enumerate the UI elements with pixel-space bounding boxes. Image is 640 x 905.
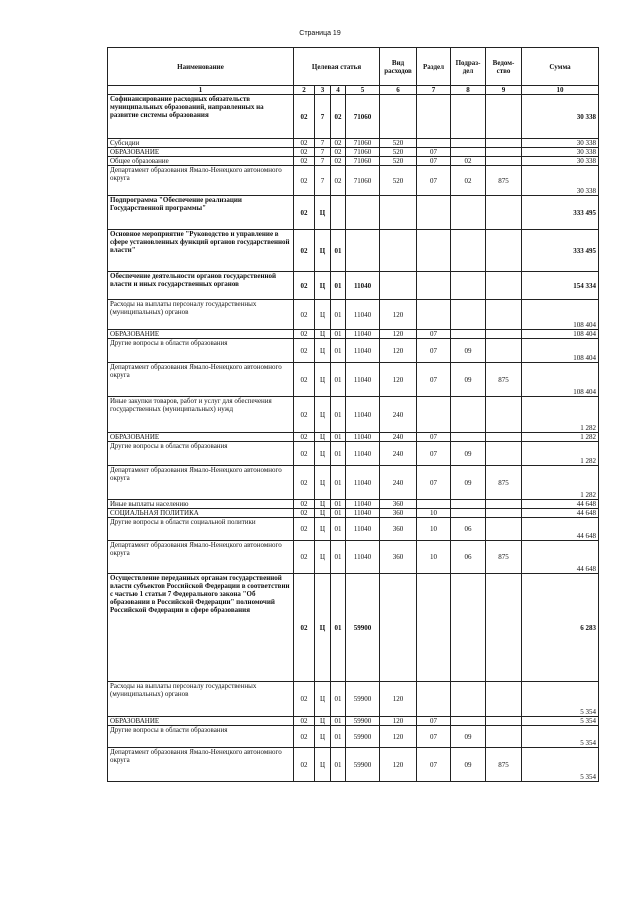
table-row	[108, 682, 599, 717]
vedomstvo-cell	[486, 717, 522, 726]
code-3: 7	[315, 157, 331, 166]
code-2: 02	[294, 300, 315, 330]
vedomstvo-cell	[486, 518, 522, 541]
podrazdel-cell: 09	[451, 442, 486, 466]
podrazdel-cell	[451, 95, 486, 139]
code-4: 01	[331, 442, 346, 466]
table-row	[108, 330, 599, 339]
vedomstvo-cell	[486, 196, 522, 230]
table-row	[108, 518, 599, 541]
podrazdel-cell	[451, 230, 486, 272]
code-2: 02	[294, 139, 315, 148]
vedomstvo-cell	[486, 300, 522, 330]
code-3: 7	[315, 139, 331, 148]
code-3: Ц	[315, 518, 331, 541]
vedomstvo-cell	[486, 139, 522, 148]
row-name: Расходы на выплаты персоналу государственных (муниципальных) органов	[108, 300, 294, 330]
podrazdel-cell	[451, 574, 486, 682]
code-2: 02	[294, 148, 315, 157]
col-number: 7	[417, 86, 451, 95]
podrazdel-cell: 09	[451, 363, 486, 397]
code-4: 01	[331, 574, 346, 682]
code-2: 02	[294, 157, 315, 166]
code-4: 01	[331, 500, 346, 509]
vedomstvo-cell	[486, 272, 522, 300]
row-name: СОЦИАЛЬНАЯ ПОЛИТИКА	[108, 509, 294, 518]
table-row	[108, 442, 599, 466]
code-5: 11040	[346, 363, 380, 397]
row-name: Иные выплаты населению	[108, 500, 294, 509]
code-4: 01	[331, 433, 346, 442]
sum-cell: 1 282	[522, 397, 599, 433]
header-name: Наименование	[108, 48, 294, 86]
podrazdel-cell: 09	[451, 339, 486, 363]
vid-cell: 240	[380, 397, 417, 433]
row-name: Другие вопросы в области образования	[108, 339, 294, 363]
vedomstvo-cell	[486, 433, 522, 442]
vedomstvo-cell	[486, 397, 522, 433]
code-2: 02	[294, 339, 315, 363]
podrazdel-cell: 09	[451, 466, 486, 500]
vid-cell: 360	[380, 500, 417, 509]
code-4: 01	[331, 397, 346, 433]
vedomstvo-cell	[486, 230, 522, 272]
col-number: 2	[294, 86, 315, 95]
code-4: 01	[331, 363, 346, 397]
header-row	[108, 48, 599, 86]
code-2: 02	[294, 196, 315, 230]
razdel-cell: 10	[417, 518, 451, 541]
sum-cell: 30 338	[522, 166, 599, 196]
razdel-cell	[417, 272, 451, 300]
col-number: 9	[486, 86, 522, 95]
row-name: Другие вопросы в области социальной политики	[108, 518, 294, 541]
code-5: 11040	[346, 397, 380, 433]
code-4: 02	[331, 166, 346, 196]
code-5: 71060	[346, 157, 380, 166]
vedomstvo-cell	[486, 157, 522, 166]
vedomstvo-cell: 875	[486, 466, 522, 500]
vedomstvo-cell: 875	[486, 541, 522, 574]
code-4: 01	[331, 339, 346, 363]
code-5: 11040	[346, 300, 380, 330]
code-3: 7	[315, 148, 331, 157]
code-3: Ц	[315, 500, 331, 509]
code-4: 01	[331, 330, 346, 339]
podrazdel-cell	[451, 682, 486, 717]
sum-cell: 44 648	[522, 518, 599, 541]
code-5: 11040	[346, 272, 380, 300]
code-2: 02	[294, 726, 315, 748]
code-3: Ц	[315, 748, 331, 782]
code-4: 01	[331, 748, 346, 782]
vid-cell: 120	[380, 682, 417, 717]
code-5: 11040	[346, 500, 380, 509]
razdel-cell	[417, 300, 451, 330]
podrazdel-cell: 09	[451, 748, 486, 782]
code-2: 02	[294, 442, 315, 466]
podrazdel-cell	[451, 139, 486, 148]
razdel-cell	[417, 139, 451, 148]
vid-cell: 520	[380, 157, 417, 166]
vid-cell: 520	[380, 148, 417, 157]
code-4: 01	[331, 509, 346, 518]
budget-table	[107, 47, 599, 782]
razdel-cell: 07	[417, 166, 451, 196]
header-podrazdel: Подраз-дел	[451, 48, 486, 86]
table-row	[108, 157, 599, 166]
table-row	[108, 139, 599, 148]
col-number: 10	[522, 86, 599, 95]
col-number: 6	[380, 86, 417, 95]
code-3: Ц	[315, 717, 331, 726]
razdel-cell	[417, 500, 451, 509]
code-3: Ц	[315, 682, 331, 717]
table-row	[108, 196, 599, 230]
code-3: Ц	[315, 541, 331, 574]
code-5: 11040	[346, 509, 380, 518]
table-row	[108, 363, 599, 397]
code-3: Ц	[315, 272, 331, 300]
code-4: 02	[331, 139, 346, 148]
vedomstvo-cell	[486, 509, 522, 518]
code-5: 59900	[346, 748, 380, 782]
code-5: 71060	[346, 148, 380, 157]
razdel-cell: 07	[417, 339, 451, 363]
code-2: 02	[294, 748, 315, 782]
table-row	[108, 574, 599, 682]
sum-cell: 44 648	[522, 500, 599, 509]
code-4: 01	[331, 717, 346, 726]
header-sum: Сумма	[522, 48, 599, 86]
table-row	[108, 397, 599, 433]
row-name: Расходы на выплаты персоналу государственных (муниципальных) органов	[108, 682, 294, 717]
row-name: Департамент образования Ямало-Ненецкого автономного округа	[108, 748, 294, 782]
code-3: Ц	[315, 397, 331, 433]
code-4: 01	[331, 272, 346, 300]
vedomstvo-cell	[486, 442, 522, 466]
sum-cell: 1 282	[522, 442, 599, 466]
vid-cell: 120	[380, 300, 417, 330]
vedomstvo-cell	[486, 682, 522, 717]
table-row	[108, 166, 599, 196]
podrazdel-cell	[451, 196, 486, 230]
vedomstvo-cell	[486, 574, 522, 682]
row-name: Подпрограмма "Обеспечение реализации Государственной программы"	[108, 196, 294, 230]
podrazdel-cell	[451, 717, 486, 726]
sum-cell: 44 648	[522, 541, 599, 574]
code-2: 02	[294, 509, 315, 518]
sum-cell: 333 495	[522, 196, 599, 230]
sum-cell: 44 648	[522, 509, 599, 518]
row-name: Другие вопросы в области образования	[108, 442, 294, 466]
razdel-cell: 07	[417, 433, 451, 442]
row-name: Софинансирование расходных обязательств муниципальных образований, направленных на развитие системы образования	[108, 95, 294, 139]
row-name: ОБРАЗОВАНИЕ	[108, 330, 294, 339]
vid-cell: 360	[380, 541, 417, 574]
code-4: 01	[331, 518, 346, 541]
sum-cell: 1 282	[522, 433, 599, 442]
table-row	[108, 95, 599, 139]
row-name: ОБРАЗОВАНИЕ	[108, 433, 294, 442]
code-5: 11040	[346, 339, 380, 363]
code-3: Ц	[315, 726, 331, 748]
code-5: 11040	[346, 541, 380, 574]
sum-cell: 154 334	[522, 272, 599, 300]
code-5	[346, 196, 380, 230]
table-row	[108, 148, 599, 157]
vedomstvo-cell: 875	[486, 363, 522, 397]
podrazdel-cell	[451, 397, 486, 433]
vid-cell	[380, 95, 417, 139]
table-row	[108, 466, 599, 500]
code-3: Ц	[315, 230, 331, 272]
code-2: 02	[294, 330, 315, 339]
razdel-cell	[417, 230, 451, 272]
code-3: Ц	[315, 509, 331, 518]
col-number: 1	[108, 86, 294, 95]
razdel-cell: 07	[417, 466, 451, 500]
table-row	[108, 541, 599, 574]
code-2: 02	[294, 272, 315, 300]
code-4: 02	[331, 148, 346, 157]
code-2: 02	[294, 682, 315, 717]
col-number: 3	[315, 86, 331, 95]
razdel-cell	[417, 574, 451, 682]
table-row	[108, 230, 599, 272]
sum-cell: 5 354	[522, 726, 599, 748]
row-name: Иные закупки товаров, работ и услуг для обеспечения государственных (муниципальных) нужд	[108, 397, 294, 433]
podrazdel-cell	[451, 500, 486, 509]
razdel-cell: 07	[417, 330, 451, 339]
vid-cell: 120	[380, 339, 417, 363]
vid-cell: 360	[380, 518, 417, 541]
sum-cell: 6 283	[522, 574, 599, 682]
sum-cell: 108 404	[522, 363, 599, 397]
sum-cell: 30 338	[522, 95, 599, 139]
code-2: 02	[294, 717, 315, 726]
code-5: 11040	[346, 330, 380, 339]
podrazdel-cell	[451, 433, 486, 442]
vedomstvo-cell	[486, 726, 522, 748]
razdel-cell: 07	[417, 148, 451, 157]
podrazdel-cell	[451, 300, 486, 330]
podrazdel-cell: 06	[451, 541, 486, 574]
header-target: Целевая статья	[294, 48, 380, 86]
table-row	[108, 272, 599, 300]
code-3: Ц	[315, 442, 331, 466]
code-2: 02	[294, 230, 315, 272]
code-4: 01	[331, 541, 346, 574]
razdel-cell: 10	[417, 541, 451, 574]
vid-cell: 240	[380, 433, 417, 442]
code-2: 02	[294, 500, 315, 509]
code-4: 02	[331, 157, 346, 166]
sum-cell: 5 354	[522, 717, 599, 726]
table-row	[108, 500, 599, 509]
sum-cell: 108 404	[522, 339, 599, 363]
vedomstvo-cell	[486, 339, 522, 363]
razdel-cell: 10	[417, 509, 451, 518]
podrazdel-cell: 02	[451, 166, 486, 196]
page-number: Страница 19	[299, 30, 341, 37]
razdel-cell: 07	[417, 748, 451, 782]
vedomstvo-cell: 875	[486, 748, 522, 782]
vid-cell: 120	[380, 363, 417, 397]
code-2: 02	[294, 95, 315, 139]
code-5: 11040	[346, 442, 380, 466]
row-name: Осуществление переданных органам государственной власти субъектов Российской Федерации в соответствии с частью 1 статьи 7 Федерального закона "Об образовании в Российской Федерации" полномочий Российской Федерации в сфере образования	[108, 574, 294, 682]
row-name: ОБРАЗОВАНИЕ	[108, 148, 294, 157]
sum-cell: 30 338	[522, 157, 599, 166]
code-3: Ц	[315, 196, 331, 230]
table-row	[108, 300, 599, 330]
razdel-cell	[417, 196, 451, 230]
razdel-cell	[417, 95, 451, 139]
podrazdel-cell	[451, 509, 486, 518]
code-2: 02	[294, 466, 315, 500]
sum-cell: 30 338	[522, 148, 599, 157]
code-2: 02	[294, 397, 315, 433]
row-name: Департамент образования Ямало-Ненецкого автономного округа	[108, 541, 294, 574]
vedomstvo-cell: 875	[486, 166, 522, 196]
row-name: Обеспечение деятельности органов государственной власти и иных государственных органов	[108, 272, 294, 300]
code-4	[331, 196, 346, 230]
table-row	[108, 748, 599, 782]
row-name: Другие вопросы в области образования	[108, 726, 294, 748]
row-name: Департамент образования Ямало-Ненецкого автономного округа	[108, 466, 294, 500]
code-3: Ц	[315, 330, 331, 339]
table-row	[108, 717, 599, 726]
col-number: 8	[451, 86, 486, 95]
code-4: 01	[331, 682, 346, 717]
razdel-cell: 07	[417, 717, 451, 726]
table-row	[108, 509, 599, 518]
vid-cell	[380, 574, 417, 682]
code-4: 01	[331, 466, 346, 500]
sum-cell: 30 338	[522, 139, 599, 148]
code-3: 7	[315, 166, 331, 196]
vid-cell: 120	[380, 748, 417, 782]
razdel-cell: 07	[417, 363, 451, 397]
razdel-cell: 07	[417, 157, 451, 166]
podrazdel-cell: 09	[451, 726, 486, 748]
code-3: Ц	[315, 574, 331, 682]
vid-cell: 240	[380, 466, 417, 500]
header-vedomstvo: Ведом-ство	[486, 48, 522, 86]
code-5: 71060	[346, 166, 380, 196]
code-2: 02	[294, 363, 315, 397]
table-row	[108, 726, 599, 748]
code-5: 59900	[346, 682, 380, 717]
sum-cell: 5 354	[522, 682, 599, 717]
code-5: 59900	[346, 726, 380, 748]
code-4: 01	[331, 300, 346, 330]
razdel-cell: 07	[417, 726, 451, 748]
sum-cell: 108 404	[522, 300, 599, 330]
vid-cell: 520	[380, 139, 417, 148]
code-4: 01	[331, 230, 346, 272]
col-number: 5	[346, 86, 380, 95]
vid-cell: 520	[380, 166, 417, 196]
razdel-cell: 07	[417, 442, 451, 466]
vedomstvo-cell	[486, 330, 522, 339]
code-3: Ц	[315, 466, 331, 500]
code-2: 02	[294, 166, 315, 196]
code-3: Ц	[315, 363, 331, 397]
header-razdel: Раздел	[417, 48, 451, 86]
row-name: Основное мероприятие "Руководство и управление в сфере установленных функций органов государственной власти"	[108, 230, 294, 272]
vid-cell	[380, 272, 417, 300]
vid-cell	[380, 230, 417, 272]
header-vid: Вид расходов	[380, 48, 417, 86]
sum-cell: 5 354	[522, 748, 599, 782]
table-row	[108, 433, 599, 442]
vid-cell: 120	[380, 330, 417, 339]
vedomstvo-cell	[486, 148, 522, 157]
row-name: Департамент образования Ямало-Ненецкого автономного округа	[108, 363, 294, 397]
podrazdel-cell	[451, 330, 486, 339]
code-5: 59900	[346, 574, 380, 682]
code-5: 11040	[346, 433, 380, 442]
sum-cell: 333 495	[522, 230, 599, 272]
row-name: Субсидии	[108, 139, 294, 148]
vid-cell: 120	[380, 717, 417, 726]
code-5: 11040	[346, 466, 380, 500]
vedomstvo-cell	[486, 500, 522, 509]
vid-cell: 360	[380, 509, 417, 518]
code-4: 01	[331, 726, 346, 748]
code-3: Ц	[315, 300, 331, 330]
razdel-cell	[417, 397, 451, 433]
razdel-cell	[417, 682, 451, 717]
code-2: 02	[294, 574, 315, 682]
vedomstvo-cell	[486, 95, 522, 139]
code-5	[346, 230, 380, 272]
column-number-row	[108, 86, 599, 95]
code-2: 02	[294, 541, 315, 574]
code-2: 02	[294, 433, 315, 442]
row-name: Общее образование	[108, 157, 294, 166]
row-name: ОБРАЗОВАНИЕ	[108, 717, 294, 726]
code-5: 71060	[346, 95, 380, 139]
code-5: 11040	[346, 518, 380, 541]
code-5: 59900	[346, 717, 380, 726]
code-2: 02	[294, 518, 315, 541]
col-number: 4	[331, 86, 346, 95]
podrazdel-cell: 06	[451, 518, 486, 541]
podrazdel-cell: 02	[451, 157, 486, 166]
sum-cell: 108 404	[522, 330, 599, 339]
podrazdel-cell	[451, 148, 486, 157]
row-name: Департамент образования Ямало-Ненецкого автономного округа	[108, 166, 294, 196]
code-4: 02	[331, 95, 346, 139]
vid-cell: 240	[380, 442, 417, 466]
vid-cell	[380, 196, 417, 230]
podrazdel-cell	[451, 272, 486, 300]
vid-cell: 120	[380, 726, 417, 748]
code-3: 7	[315, 95, 331, 139]
code-3: Ц	[315, 339, 331, 363]
table-row	[108, 339, 599, 363]
code-5: 71060	[346, 139, 380, 148]
sum-cell: 1 282	[522, 466, 599, 500]
code-3: Ц	[315, 433, 331, 442]
